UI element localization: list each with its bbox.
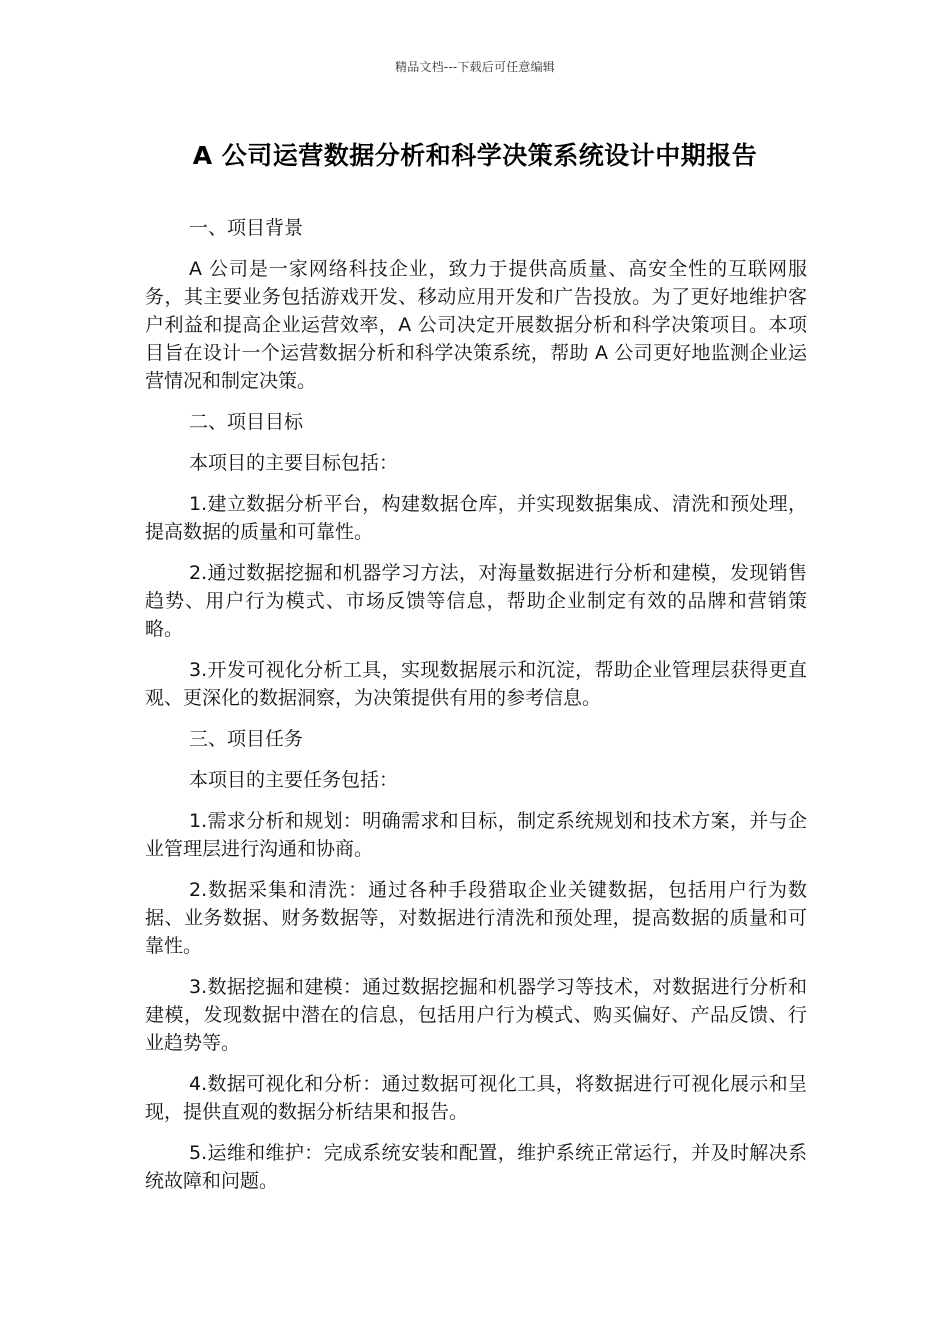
goal-item-1: 1.建立数据分析平台，构建数据仓库，并实现数据集成、清洗和预处理，提高数据的质量和可靠性。 — [145, 493, 807, 543]
task-item-5: 5.运维和维护：完成系统安装和配置，维护系统正常运行，并及时解决系统故障和问题。 — [145, 1142, 807, 1192]
section-heading-background: 一、项目背景 — [189, 217, 304, 239]
paragraph-goals-intro: 本项目的主要目标包括： — [189, 452, 399, 474]
section-heading-goals: 二、项目目标 — [189, 411, 304, 433]
task-item-1: 1.需求分析和规划：明确需求和目标，制定系统规划和技术方案，并与企业管理层进行沟通和协商。 — [145, 810, 807, 860]
paragraph-tasks-intro: 本项目的主要任务包括： — [189, 769, 399, 791]
task-item-2: 2.数据采集和清洗：通过各种手段猎取企业关键数据，包括用户行为数据、业务数据、财务数据等，对数据进行清洗和预处理，提高数据的质量和可靠性。 — [145, 879, 807, 957]
section-heading-tasks: 三、项目任务 — [189, 728, 304, 750]
goal-item-3: 3.开发可视化分析工具，实现数据展示和沉淀，帮助企业管理层获得更直观、更深化的数据洞察，为决策提供有用的参考信息。 — [145, 659, 807, 709]
task-item-4: 4.数据可视化和分析：通过数据可视化工具，将数据进行可视化展示和呈现，提供直观的数据分析结果和报告。 — [145, 1073, 807, 1123]
document-body — [145, 214, 807, 1208]
goal-item-2: 2.通过数据挖掘和机器学习方法，对海量数据进行分析和建模，发现销售趋势、用户行为模式、市场反馈等信息，帮助企业制定有效的品牌和营销策略。 — [145, 562, 807, 640]
document-title: A 公司运营数据分析和科学决策系统设计中期报告 — [192, 141, 758, 170]
task-item-3: 3.数据挖掘和建模：通过数据挖掘和机器学习等技术，对数据进行分析和建模，发现数据中潜在的信息，包括用户行为模式、购买偏好、产品反馈、行业趋势等。 — [145, 976, 807, 1054]
page-header: 精品文档---下载后可任意编辑 — [395, 60, 555, 74]
paragraph-background: A 公司是一家网络科技企业，致力于提供高质量、高安全性的互联网服务，其主要业务包括游戏开发、移动应用开发和广告投放。为了更好地维护客户利益和提高企业运营效率，A 公司决定开展数据分析和科学决策项目。本项目旨在设计一个运营数据分析和科学决策系统，帮助 A 公司更好地监测企业运营情况和制定决策。 — [145, 258, 807, 392]
